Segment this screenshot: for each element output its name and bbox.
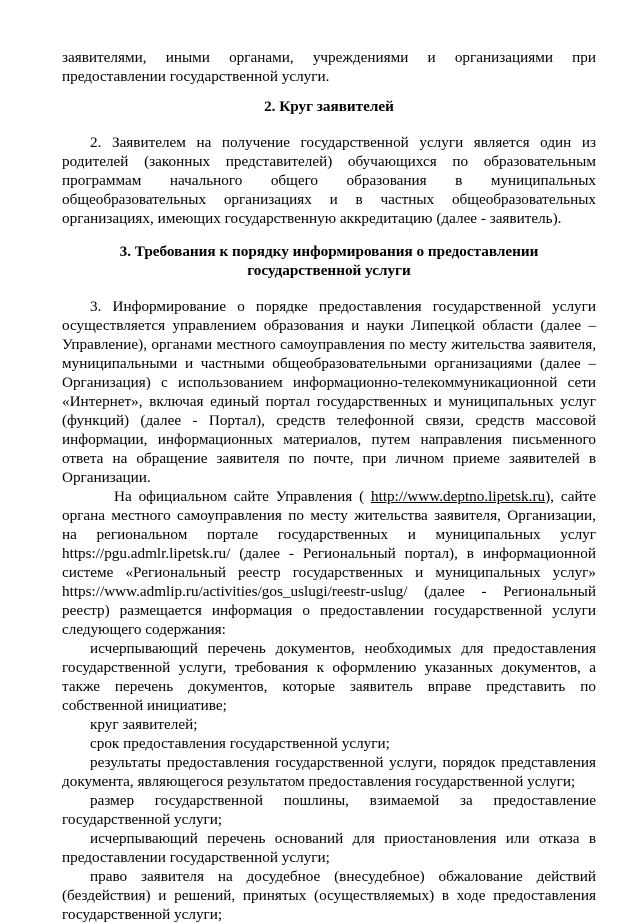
list-item: размер государственной пошлины, взимаемой за предоставление государственной услуги; — [62, 792, 596, 828]
intro-paragraph: заявителями, иными органами, учреждениями и организациями при предоставлении государственной услуги. — [62, 49, 596, 85]
document-body — [62, 48, 596, 924]
paragraph-2-start: На официальном сайте Управления ( — [114, 488, 365, 505]
section-3-paragraph-2 — [62, 487, 596, 639]
section-3-paragraph-1: 3. Информирование о порядке предоставления государственной услуги осуществляется управлением образования и науки Липецкой области (далее – Управление), органами местного самоуправления по месту жительства заявителя, муниципальными и частными общеобразовательными организациями (далее – Организация) с использованием информационно-телекоммуникационной сети «Интернет», включая единый портал государственных и муниципальных услуг (функций) (далее - Портал), средств телефонной связи, средств массовой информации, информационных материалов, путем направления письменного ответа на обращение заявителя по почте, при личном приеме заявителей в Организации. — [62, 298, 596, 486]
list-item: результаты предоставления государственной услуги, порядок представления документа, являющегося результатом предоставления государственной услуги; — [62, 754, 596, 790]
list-item: срок предоставления государственной услуги; — [90, 735, 390, 752]
list-item: исчерпывающий перечень оснований для приостановления или отказа в предоставлении государственной услуги; — [62, 830, 596, 866]
section-3-heading-line-2: государственной услуги — [247, 262, 411, 279]
list-item: исчерпывающий перечень документов, необходимых для предоставления государственной услуги, требования к оформлению указанных документов, а также перечень документов, которые заявитель вправе представить по собственной инициативе; — [62, 640, 596, 714]
section-2-paragraph: 2. Заявителем на получение государственной услуги является один из родителей (законных представителей) обучающихся по образовательным программам начального общего образования в муниципальных общеобразовательных организациях и в частных общеобразовательных организациях, имеющих государственную аккредитацию (далее - заявитель). — [62, 134, 596, 227]
information-items-list — [62, 639, 596, 924]
list-item: право заявителя на досудебное (внесудебное) обжалование действий (бездействия) и решений, принятых (осуществляемых) в ходе предоставления государственной услуги; — [62, 868, 596, 923]
section-2-heading: 2. Круг заявителей — [264, 98, 394, 115]
department-website-link[interactable]: http://www.deptno.lipetsk.ru — [371, 488, 546, 505]
section-3-heading-line-1: 3. Требования к порядку информирования о предоставлении — [119, 243, 539, 260]
list-item: круг заявителей; — [90, 716, 198, 733]
paragraph-2-rest: ), сайте органа местного самоуправления по месту жительства заявителя, Организации, на региональном портале государственных и муниципальных услуг https://pgu.admlr.lipetsk.ru/ (далее - Региональный портал), в информационной системе «Региональный реестр государственных и муниципальных услуг» https://www.admlip.ru/activities/gos_uslugi/reestr-uslug/ (далее - Региональный реестр) размещается информация о предоставлении государственной услуги следующего содержания: — [62, 488, 597, 638]
